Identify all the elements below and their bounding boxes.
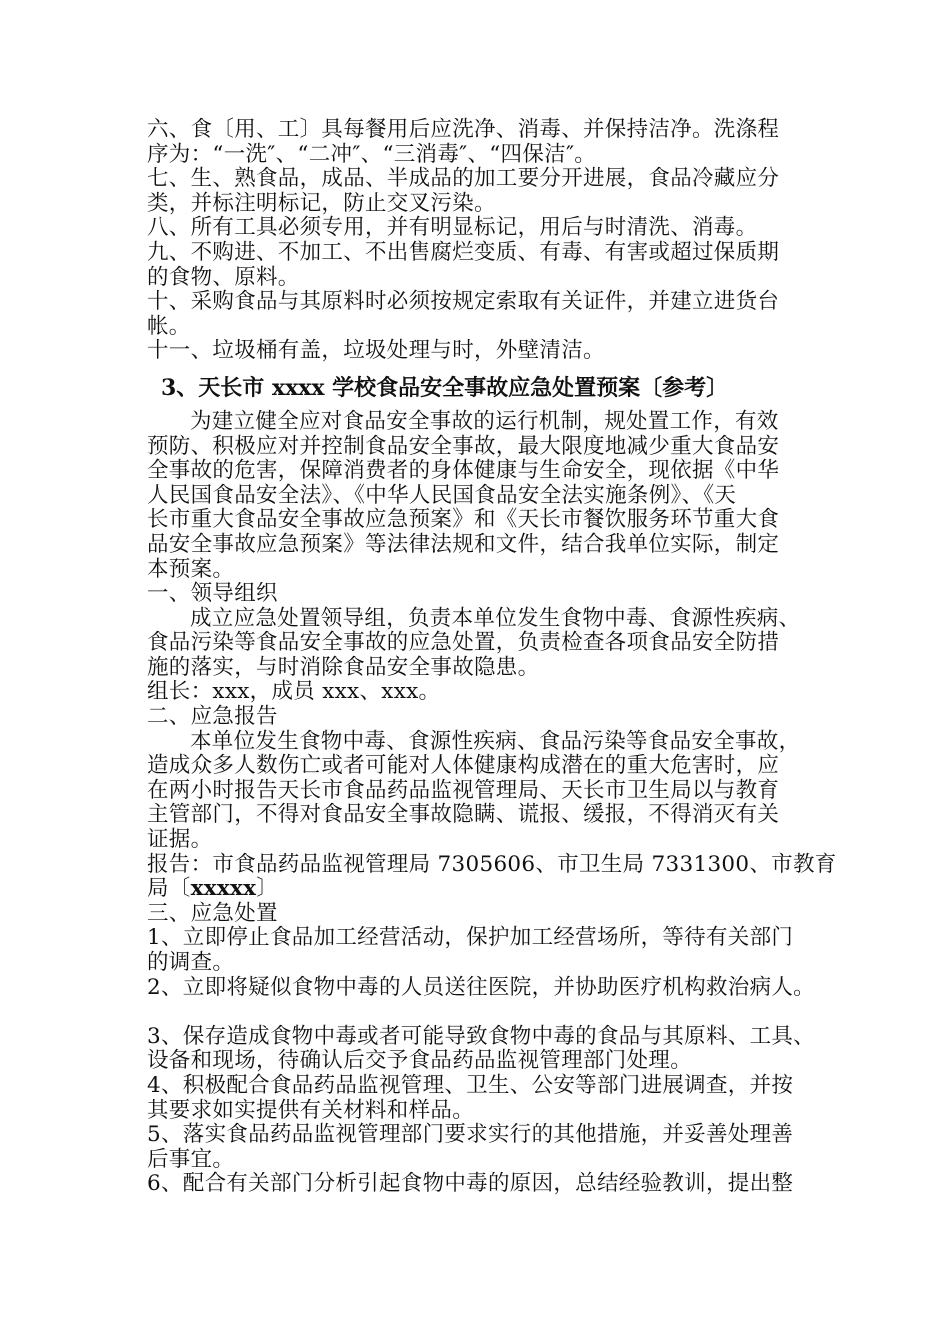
list-item: 5、落实食品药品监视管理部门要求实行的其他措施，并妥善处理善: [147, 1122, 794, 1148]
paragraph-line: 食品污染等食品安全事故的应急处置，负责检查各项食品安全防措: [147, 630, 780, 656]
members-line: 组长：xxx，成员 xxx、xxx。: [147, 679, 441, 705]
document-page: [147, 117, 837, 1197]
subsection-title: 二、应急报告: [147, 704, 278, 730]
rules-list: [147, 118, 823, 364]
blank-line: [147, 1000, 823, 1025]
rule-line: 六、食〔用、工〕具每餐用后应洗净、消毒、并保持洁净。洗涤程: [147, 117, 780, 142]
paragraph-line: 本预案。: [147, 556, 235, 582]
section-title: 3、天长市 xxxx 学校食品安全事故应急处置预案〔参考〕: [161, 374, 729, 401]
paragraph-line: 成立应急处置领导组，负责本单位发生食物中毒、食源性疾病、: [190, 605, 801, 631]
report-contacts: 报告：市食品药品监视管理局 7305606、市卫生局 7331300、市教育: [147, 851, 837, 877]
rule-line: 八、所有工具必须专用，并有明显标记，用后与时清洗、消毒。: [147, 215, 758, 241]
rule-line: 十一、垃圾桶有盖，垃圾处理与时，外壁清洁。: [147, 338, 605, 364]
paragraph-line: 为建立健全应对食品安全事故的运行机制，规处置工作，有效: [190, 408, 779, 434]
list-item: 6、配合有关部门分析引起食物中毒的原因，总结经验教训，提出整: [147, 1171, 794, 1197]
rule-line: 九、不购进、不加工、不出售腐烂变质、有毒、有害或超过保质期: [147, 239, 780, 265]
list-item: 后事宜。: [147, 1146, 235, 1172]
subsection-title: 三、应急处置: [147, 900, 278, 926]
paragraph-line: 主管部门，不得对食品安全事故隐瞒、谎报、缓报，不得消灭有关: [147, 802, 780, 828]
paragraph-line: 本单位发生食物中毒、食源性疾病、食品污染等食品安全事故，: [190, 728, 801, 754]
paragraph-line: 人民国食品安全法》、《中华人民国食品安全法实施条例》、《天: [147, 482, 737, 508]
paragraph-line: 长市重大食品安全事故应急预案》和《天长市餐饮服务环节重大食: [147, 507, 780, 533]
rule-line: 帐。: [147, 313, 191, 339]
paragraph-line: 在两小时报告天长市食品药品监视管理局、天长市卫生局以与教育: [147, 777, 780, 803]
list-item: 1、立即停止食品加工经营活动，保护加工经营场所，等待有关部门: [147, 925, 794, 951]
leadership-section: [147, 582, 823, 705]
report-section: [147, 704, 837, 902]
list-item: 的调查。: [147, 950, 235, 975]
report-tail-number: xxxxx: [190, 876, 257, 902]
list-item: 设备和现场，待确认后交予食品药品监视管理部门处理。: [147, 1048, 693, 1074]
subsection-title: 一、领导组织: [147, 581, 278, 607]
report-tail-open: 局〔: [147, 876, 191, 902]
rule-line: 的食物、原料。: [147, 264, 300, 290]
paragraph-line: 造成众多人数伤亡或者可能对人体健康构成潜在的重大危害时，应: [147, 753, 780, 779]
paragraph-line: 全事故的危害，保障消费者的身体健康与生命安全，现依据《中华: [147, 458, 780, 484]
paragraph-line: 施的落实，与时消除食品安全事故隐患。: [147, 654, 540, 680]
paragraph-line: 预防、积极应对并控制食品安全事故，最大限度地减少重大食品安: [147, 433, 780, 459]
rule-line: 七、生、熟食品，成品、半成品的加工要分开进展，食品冷藏应分: [147, 166, 780, 192]
paragraph-line: 品安全事故应急预案》等法律法规和文件，结合我单位实际，制定: [147, 531, 780, 557]
report-tail-close: 〕: [256, 876, 279, 902]
paragraph-line: 证据。: [147, 827, 213, 853]
rule-line: 类，并标注明标记，防止交叉污染。: [147, 190, 496, 216]
rule-line: 十、采购食品与其原料时必须按规定索取有关证件，并建立进货台: [147, 289, 780, 315]
report-contacts-tail: [147, 877, 823, 902]
list-item: 2、立即将疑似食物中毒的人员送往医院，并协助医疗机构救治病人。: [147, 974, 815, 1000]
list-item: 3、保存造成食物中毒或者可能导致食物中毒的食品与其原料、工具、: [147, 1023, 815, 1049]
list-item: 其要求如实提供有关材料和样品。: [147, 1097, 475, 1123]
intro-paragraph: [147, 410, 823, 582]
response-section: [147, 902, 823, 1197]
list-item: 4、积极配合食品药品监视管理、卫生、公安等部门进展调查，并按: [147, 1072, 794, 1098]
rule-line: 序为：“一洗″、“二冲″、“三消毒″、“四保洁″。: [147, 141, 597, 167]
